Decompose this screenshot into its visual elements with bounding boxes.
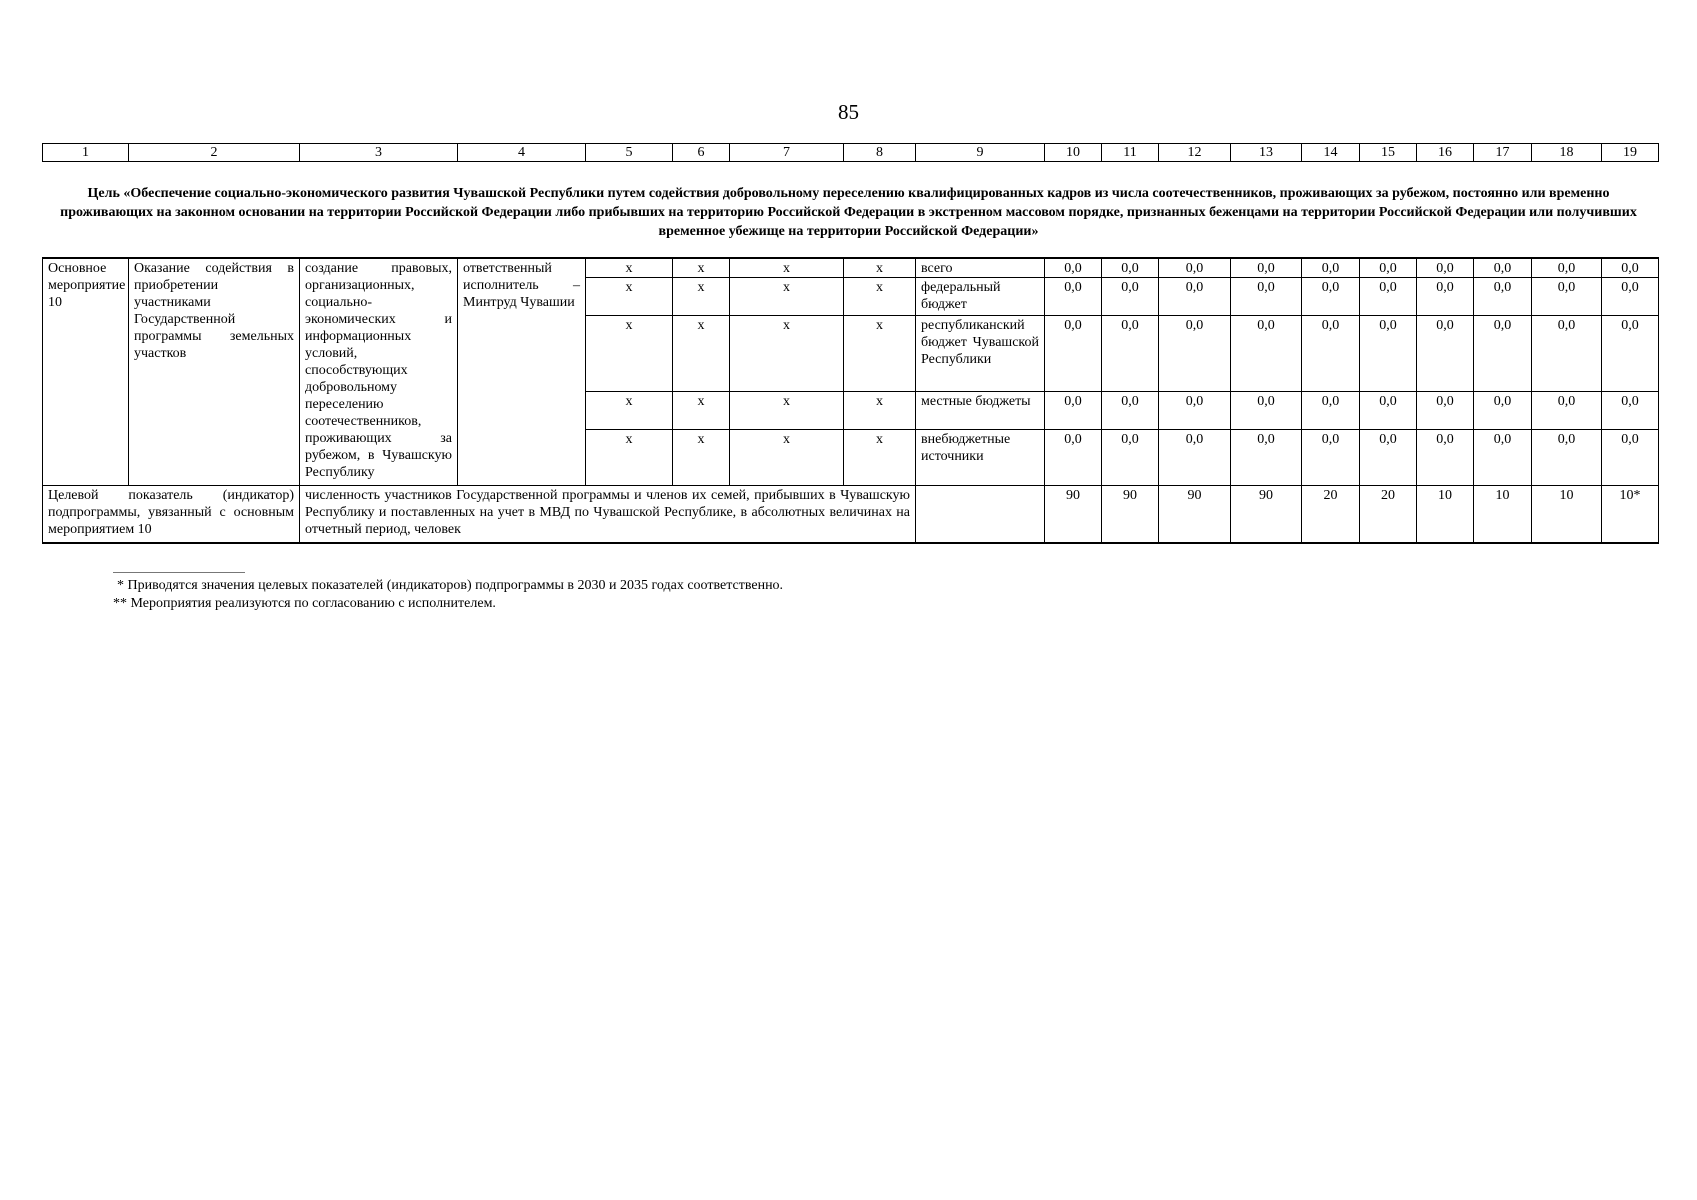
funding-source: федеральный бюджет bbox=[916, 278, 1045, 316]
indicator-empty-cell bbox=[916, 486, 1045, 543]
column-number-cell: 2 bbox=[129, 144, 300, 162]
activity-table bbox=[42, 257, 1659, 544]
column-number-cell: 3 bbox=[300, 144, 458, 162]
funding-value: 0,0 bbox=[1602, 258, 1659, 278]
column-number-cell: 16 bbox=[1417, 144, 1474, 162]
funding-value: 0,0 bbox=[1302, 278, 1360, 316]
code-cell: х bbox=[844, 430, 916, 486]
code-cell: х bbox=[730, 258, 844, 278]
funding-value: 0,0 bbox=[1360, 392, 1417, 430]
funding-value: 0,0 bbox=[1417, 258, 1474, 278]
indicator-description: численность участников Государственной программы и членов их семей, прибывших в Чувашскую Республику и поставленных на учет в МВД по Чувашской Республике, в абсолютных величинах на отчетный период, человек bbox=[300, 486, 916, 543]
column-number-cell: 4 bbox=[458, 144, 586, 162]
funding-value: 0,0 bbox=[1532, 392, 1602, 430]
goal-heading: Цель «Обеспечение социально-экономического развития Чувашской Республики путем содействия добровольному переселению квалифицированных кадров из числа соотечественников, проживающих за рубежом, постоянно или временно проживающих на законном основании на территории Российской Федерации либо прибывших на территорию Российской Федерации в экстренном массовом порядке, признанных беженцами на территории Российской Федерации или получивших временное убежище на территории Российской Федерации» bbox=[60, 186, 1637, 239]
code-cell: х bbox=[673, 392, 730, 430]
column-number-cell: 19 bbox=[1602, 144, 1659, 162]
funding-value: 0,0 bbox=[1302, 258, 1360, 278]
column-number-cell: 7 bbox=[730, 144, 844, 162]
funding-value: 0,0 bbox=[1532, 258, 1602, 278]
funding-value: 0,0 bbox=[1302, 430, 1360, 486]
funding-row bbox=[43, 258, 1659, 278]
code-cell: х bbox=[730, 430, 844, 486]
funding-value: 0,0 bbox=[1159, 430, 1231, 486]
funding-value: 0,0 bbox=[1231, 316, 1302, 392]
funding-source: местные бюджеты bbox=[916, 392, 1045, 430]
column-number-cell: 6 bbox=[673, 144, 730, 162]
funding-value: 0,0 bbox=[1045, 278, 1102, 316]
column-number-cell: 9 bbox=[916, 144, 1045, 162]
funding-value: 0,0 bbox=[1159, 392, 1231, 430]
funding-value: 0,0 bbox=[1102, 278, 1159, 316]
funding-value: 0,0 bbox=[1231, 258, 1302, 278]
code-cell: х bbox=[586, 258, 673, 278]
indicator-value: 90 bbox=[1045, 486, 1102, 543]
funding-value: 0,0 bbox=[1159, 316, 1231, 392]
funding-value: 0,0 bbox=[1302, 316, 1360, 392]
funding-source: всего bbox=[916, 258, 1045, 278]
funding-value: 0,0 bbox=[1602, 316, 1659, 392]
footnote-1: * Приводятся значения целевых показателей (индикаторов) подпрограммы в 2030 и 2035 годах соответственно. bbox=[117, 578, 784, 593]
code-cell: х bbox=[844, 392, 916, 430]
funding-value: 0,0 bbox=[1532, 316, 1602, 392]
indicator-label: Целевой показатель (индикатор) подпрограммы, увязанный с основным мероприятием 10 bbox=[43, 486, 300, 543]
funding-value: 0,0 bbox=[1102, 430, 1159, 486]
funding-value: 0,0 bbox=[1417, 278, 1474, 316]
funding-value: 0,0 bbox=[1045, 316, 1102, 392]
funding-value: 0,0 bbox=[1417, 316, 1474, 392]
funding-value: 0,0 bbox=[1360, 278, 1417, 316]
indicator-row bbox=[43, 486, 1659, 543]
column-number-cell: 12 bbox=[1159, 144, 1231, 162]
code-cell: х bbox=[586, 316, 673, 392]
funding-value: 0,0 bbox=[1474, 392, 1532, 430]
funding-value: 0,0 bbox=[1231, 392, 1302, 430]
indicator-value: 10 bbox=[1417, 486, 1474, 543]
indicator-value: 10 bbox=[1532, 486, 1602, 543]
funding-value: 0,0 bbox=[1045, 392, 1102, 430]
footnote-2: ** Мероприятия реализуются по согласованию с исполнителем. bbox=[113, 596, 496, 611]
column-number-cell: 13 bbox=[1231, 144, 1302, 162]
code-cell: х bbox=[730, 392, 844, 430]
activity-name: Основное мероприятие 10 bbox=[43, 258, 129, 486]
funding-value: 0,0 bbox=[1360, 316, 1417, 392]
column-number-cell: 1 bbox=[43, 144, 129, 162]
column-number-cell: 18 bbox=[1532, 144, 1602, 162]
funding-value: 0,0 bbox=[1102, 316, 1159, 392]
funding-value: 0,0 bbox=[1102, 392, 1159, 430]
footnote-divider bbox=[113, 572, 245, 573]
code-cell: х bbox=[673, 316, 730, 392]
funding-value: 0,0 bbox=[1231, 278, 1302, 316]
code-cell: х bbox=[673, 258, 730, 278]
funding-value: 0,0 bbox=[1474, 430, 1532, 486]
indicator-value: 90 bbox=[1102, 486, 1159, 543]
indicator-value: 90 bbox=[1231, 486, 1302, 543]
funding-source: внебюджетные источники bbox=[916, 430, 1045, 486]
indicator-value: 20 bbox=[1360, 486, 1417, 543]
code-cell: х bbox=[730, 316, 844, 392]
column-number-cell: 15 bbox=[1360, 144, 1417, 162]
funding-value: 0,0 bbox=[1045, 430, 1102, 486]
column-number-cell: 11 bbox=[1102, 144, 1159, 162]
funding-value: 0,0 bbox=[1602, 392, 1659, 430]
funding-value: 0,0 bbox=[1602, 430, 1659, 486]
funding-value: 0,0 bbox=[1602, 278, 1659, 316]
indicator-value: 10* bbox=[1602, 486, 1659, 543]
column-number-cell: 14 bbox=[1302, 144, 1360, 162]
column-number-cell: 5 bbox=[586, 144, 673, 162]
code-cell: х bbox=[673, 278, 730, 316]
column-number-cell: 17 bbox=[1474, 144, 1532, 162]
funding-value: 0,0 bbox=[1360, 258, 1417, 278]
indicator-value: 90 bbox=[1159, 486, 1231, 543]
funding-value: 0,0 bbox=[1045, 258, 1102, 278]
indicator-value: 10 bbox=[1474, 486, 1532, 543]
code-cell: х bbox=[586, 392, 673, 430]
column-number-cell: 8 bbox=[844, 144, 916, 162]
code-cell: х bbox=[844, 278, 916, 316]
funding-value: 0,0 bbox=[1102, 258, 1159, 278]
page-number: 85 bbox=[838, 100, 859, 124]
funding-value: 0,0 bbox=[1159, 258, 1231, 278]
activity-executor: ответственный исполнитель – Минтруд Чувашии bbox=[458, 258, 586, 486]
code-cell: х bbox=[844, 258, 916, 278]
funding-value: 0,0 bbox=[1231, 430, 1302, 486]
funding-value: 0,0 bbox=[1417, 430, 1474, 486]
funding-value: 0,0 bbox=[1302, 392, 1360, 430]
funding-value: 0,0 bbox=[1474, 316, 1532, 392]
funding-value: 0,0 bbox=[1417, 392, 1474, 430]
column-number-cell: 10 bbox=[1045, 144, 1102, 162]
funding-value: 0,0 bbox=[1474, 278, 1532, 316]
funding-value: 0,0 bbox=[1159, 278, 1231, 316]
funding-value: 0,0 bbox=[1532, 278, 1602, 316]
code-cell: х bbox=[673, 430, 730, 486]
indicator-value: 20 bbox=[1302, 486, 1360, 543]
funding-value: 0,0 bbox=[1532, 430, 1602, 486]
code-cell: х bbox=[844, 316, 916, 392]
column-number-header bbox=[42, 143, 1659, 162]
activity-description: Оказание содействия в приобретении участниками Государственной программы земельных участков bbox=[129, 258, 300, 486]
funding-source: республиканский бюджет Чувашской Республики bbox=[916, 316, 1045, 392]
funding-value: 0,0 bbox=[1360, 430, 1417, 486]
code-cell: х bbox=[586, 430, 673, 486]
code-cell: х bbox=[730, 278, 844, 316]
funding-value: 0,0 bbox=[1474, 258, 1532, 278]
code-cell: х bbox=[586, 278, 673, 316]
activity-result: создание правовых, организационных, социально-экономических и информационных условий, способствующих добровольному переселению соотечественников, проживающих за рубежом, в Чувашскую Республику bbox=[300, 258, 458, 486]
